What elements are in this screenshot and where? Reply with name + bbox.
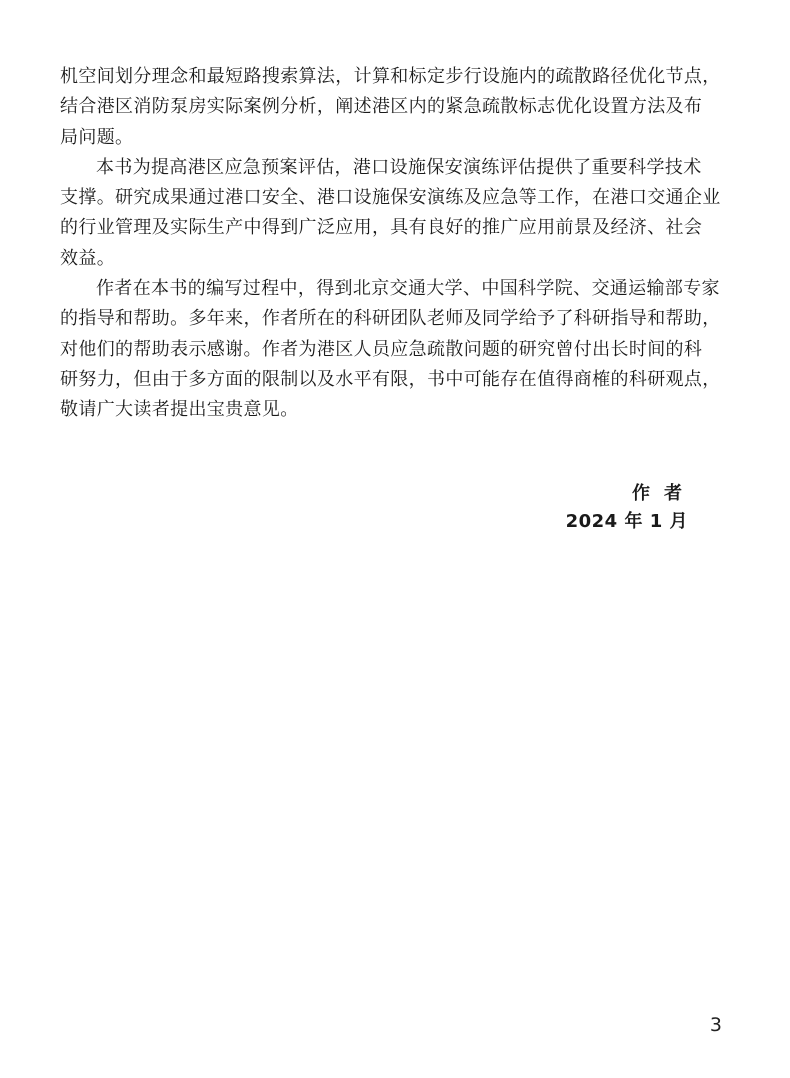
signature-author: 作者 bbox=[632, 483, 696, 504]
text-line: 研努力，但由于多方面的限制以及水平有限，书中可能存在值得商榷的科研观点， bbox=[60, 368, 721, 390]
text-line: 支撑。研究成果通过港口安全、港口设施保安演练及应急等工作，在港口交通企业 bbox=[60, 187, 721, 209]
paragraph-start-line: 本书为提高港区应急预案评估，港口设施保安演练评估提供了重要科学技术 bbox=[96, 156, 702, 178]
preface-body bbox=[60, 62, 730, 426]
text-line: 结合港区消防泵房实际案例分析，阐述港区内的紧急疏散标志优化设置方法及布 bbox=[60, 96, 703, 118]
text-line: 的指导和帮助。多年来，作者所在的科研团队老师及同学给予了科研指导和帮助， bbox=[60, 308, 721, 330]
page-number: 3 bbox=[709, 1014, 722, 1036]
signature-block bbox=[565, 480, 696, 536]
paragraph-start-line: 作者在本书的编写过程中，得到北京交通大学、中国科学院、交通运输部专家 bbox=[96, 278, 720, 300]
text-line: 的行业管理及实际生产中得到广泛应用，具有良好的推广应用前景及经济、社会 bbox=[60, 217, 703, 239]
text-line: 对他们的帮助表示感谢。作者为港区人员应急疏散问题的研究曾付出长时间的科 bbox=[60, 338, 703, 360]
text-line: 局问题。 bbox=[60, 126, 134, 148]
text-line: 效益。 bbox=[60, 247, 116, 269]
text-line: 敬请广大读者提出宝贵意见。 bbox=[60, 399, 299, 421]
text-line: 机空间划分理念和最短路搜索算法，计算和标定步行设施内的疏散路径优化节点， bbox=[60, 66, 721, 87]
signature-date: 2024 年 1 月 bbox=[565, 511, 688, 532]
